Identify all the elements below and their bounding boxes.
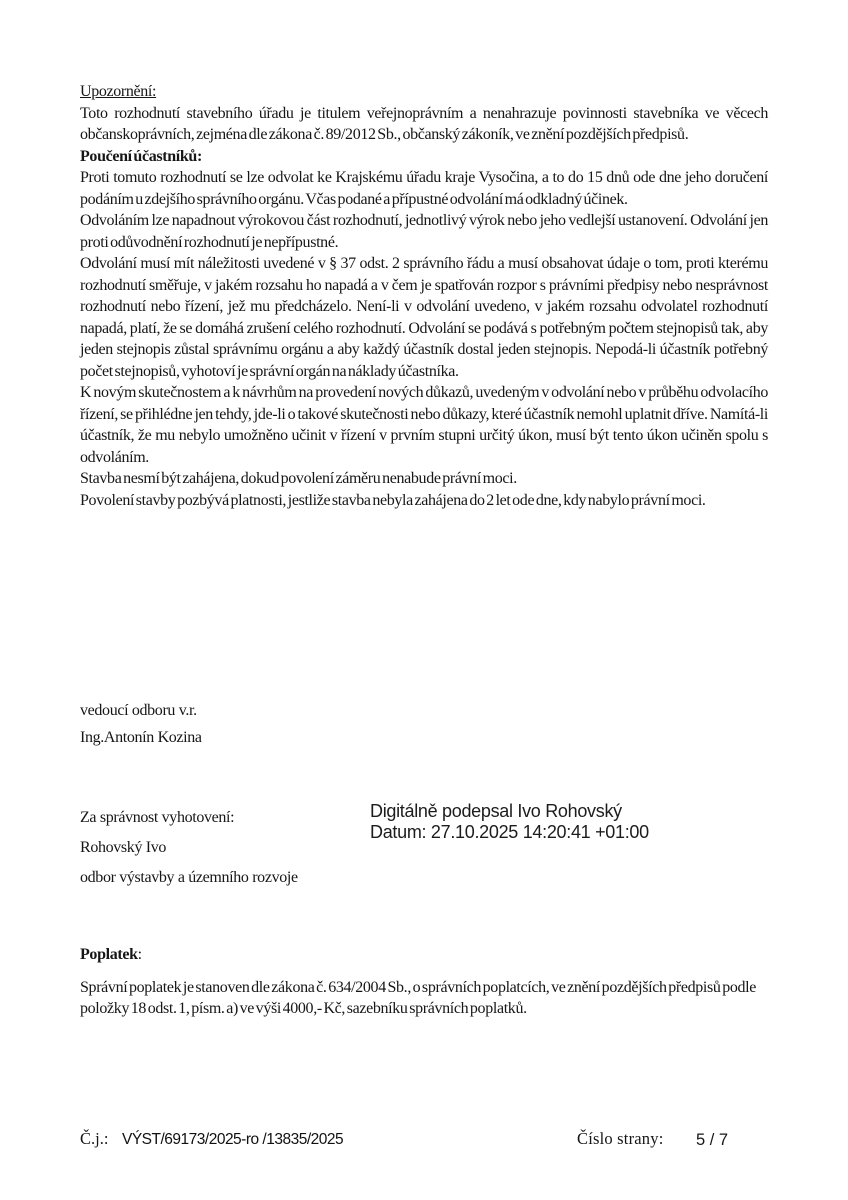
verification-department: odbor výstavby a územního rozvoje — [80, 869, 298, 886]
footer-page-number-label: Číslo strany: — [577, 1129, 664, 1148]
notice-heading: Upozornění: — [80, 83, 157, 100]
verification-block — [80, 801, 768, 897]
fee-heading-colon: : — [137, 946, 142, 963]
advice-paragraph-appeal-right: Proti tomuto rozhodnutí se lze odvolat ke Krajskému úřadu kraje Vysočina, a to do 15 dnů ode dne jeho doručení podáním u zdejšího správního orgánu. Včas podané a přípustné odvolání má odkladný účinek. — [80, 169, 768, 208]
footer-reference-number: VÝST/69173/2025-ro /13835/2025 — [122, 1131, 344, 1148]
notice-paragraph: Toto rozhodnutí stavebního úřadu je titulem veřejnoprávním a nenahrazuje povinnosti stavebníka ve věcech občanskoprávních, zejména dle zákona č. 89/2012 Sb., občanský zákoník, ve znění pozdějších předpisů. — [80, 104, 768, 143]
advice-heading: Poučení účastníků: — [80, 147, 202, 165]
signatory-name: Ing.Antonín Kozina — [80, 728, 202, 746]
advice-paragraph-appeal-requirements: Odvolání musí mít náležitosti uvedené v § 37 odst. 2 správního řádu a musí obsahovat údaje o tom, proti kterému rozhodnutí směřuje, v jakém rozsahu ho napadá a v čem je spatřován rozpor s právními předpisy nebo nesprávnost rozhodnutí nebo řízení, jež mu předcházelo. Není-li v odvolání uvedeno, v jakém rozsahu odvolatel rozhodnutí napadá, platí, že se domáhá zrušení celého rozhodnutí. Odvolání se podává s potřebným počtem stejnopisů tak, aby jeden stejnopis zůstal správnímu orgánu a aby každý účastník dostal jeden stejnopis. Nepodá-li účastník potřebný počet stejnopisů, vyhotoví je správní orgán na náklady účastníka. — [80, 255, 768, 380]
fee-section — [80, 944, 768, 1020]
document-body — [80, 81, 768, 511]
fee-paragraph: Správní poplatek je stanoven dle zákona č. 634/2004 Sb., o správních poplatcích, ve znění pozdějších předpisů podle položky 18 odst. 1, písm. a) ve výši 4000,- Kč, sazebníku správních poplatků. — [80, 978, 757, 1017]
page-footer — [80, 1128, 768, 1152]
verification-name: Rohovský Ivo — [80, 839, 167, 856]
signatory-role: vedoucí odboru v.r. — [80, 702, 197, 719]
fee-heading-word: Poplatek — [80, 946, 138, 963]
advice-paragraph-permit-validity: Povolení stavby pozbývá platnosti, jestliže stavba nebyla zahájena do 2 let ode dne, kdy nabylo právní moci. — [80, 491, 706, 509]
verification-label: Za správnost vyhotovení: — [80, 809, 235, 826]
digital-signature-date: Datum: 27.10.2025 14:20:41 +01:00 — [370, 821, 649, 842]
digital-signature-signer: Digitálně podepsal Ivo Rohovský — [370, 801, 622, 821]
fee-heading — [80, 944, 768, 966]
advice-paragraph-appeal-scope: Odvoláním lze napadnout výrokovou část rozhodnutí, jednotlivý výrok nebo jeho vedlejší ustanovení. Odvolání jen proti odůvodnění rozhodnutí je nepřípustné. — [80, 212, 768, 251]
advice-paragraph-construction-start: Stavba nesmí být zahájena, dokud povolení záměru nenabude právní moci. — [80, 470, 517, 487]
signatory-block — [80, 700, 202, 748]
advice-paragraph-new-facts: K novým skutečnostem a k návrhům na provedení nových důkazů, uvedeným v odvolání nebo v průběhu odvolacího řízení, se přihlédne jen tehdy, jde-li o takové skutečnosti nebo důkazy, které účastník nemohl uplatnit dříve. Namítá-li účastník, že mu nebylo umožněno učinit v řízení v prvním stupni určitý úkon, musí být tento úkon učiněn spolu s odvoláním. — [80, 384, 768, 466]
footer-reference-label: Č.j.: — [80, 1129, 109, 1148]
footer-page-number-value: 5 / 7 — [696, 1131, 729, 1149]
digital-signature-stamp — [370, 801, 649, 842]
